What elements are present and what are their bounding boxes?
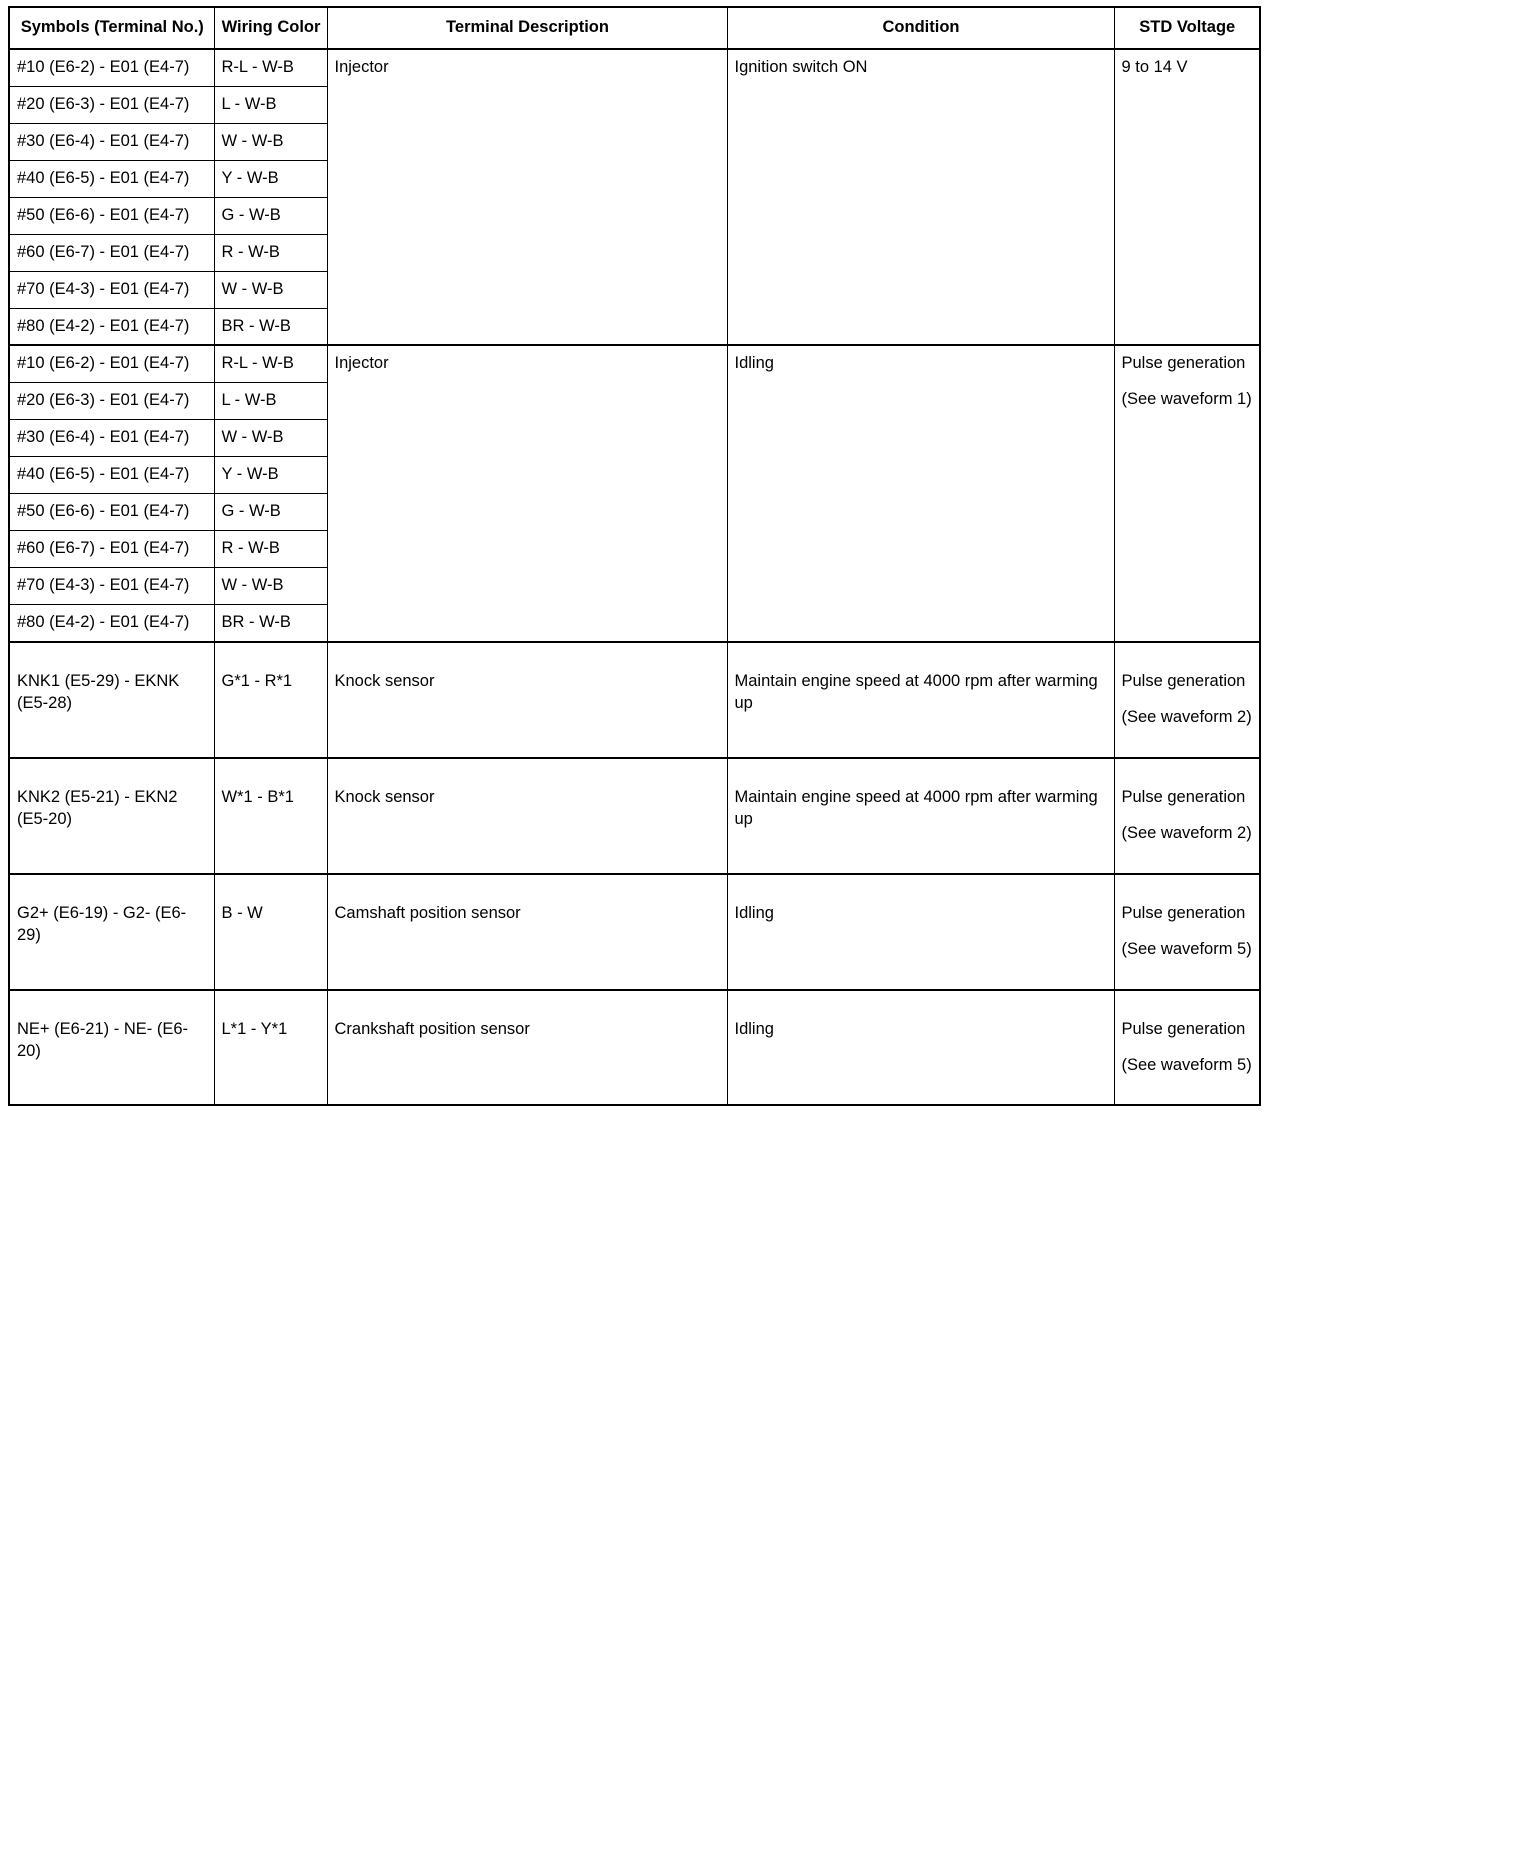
cell-wiring-color: BR - W-B	[214, 308, 327, 345]
cell-wiring-color: W - W-B	[214, 123, 327, 160]
spacer	[1122, 693, 1254, 707]
table-row	[9, 758, 1260, 874]
cell-wiring-color: W - W-B	[214, 271, 327, 308]
cell-wiring-color: W*1 - B*1	[214, 758, 327, 874]
cell-wiring-color: G*1 - R*1	[214, 642, 327, 758]
spacer	[1122, 809, 1254, 823]
cell-std-voltage	[1114, 49, 1260, 346]
table-row	[9, 642, 1260, 758]
cell-symbol: #80 (E4-2) - E01 (E4-7)	[9, 605, 214, 642]
std-voltage-value: Pulse generation	[1121, 1019, 1246, 1038]
cell-symbol: KNK2 (E5-21) - EKN2 (E5-20)	[9, 758, 214, 874]
cell-condition: Idling	[727, 874, 1114, 990]
table-row	[9, 990, 1260, 1106]
cell-wiring-color: G - W-B	[214, 197, 327, 234]
cell-symbol: G2+ (E6-19) - G2- (E6-29)	[9, 874, 214, 990]
table-row	[9, 49, 1260, 86]
cell-wiring-color: G - W-B	[214, 494, 327, 531]
cell-symbol: #10 (E6-2) - E01 (E4-7)	[9, 345, 214, 382]
cell-symbol: #10 (E6-2) - E01 (E4-7)	[9, 49, 214, 86]
cell-wiring-color: R-L - W-B	[214, 345, 327, 382]
cell-symbol: #50 (E6-6) - E01 (E4-7)	[9, 494, 214, 531]
cell-symbol: #20 (E6-3) - E01 (E4-7)	[9, 86, 214, 123]
column-header-symbols: Symbols (Terminal No.)	[9, 7, 214, 49]
cell-symbol: #50 (E6-6) - E01 (E4-7)	[9, 197, 214, 234]
cell-symbol: KNK1 (E5-29) - EKNK (E5-28)	[9, 642, 214, 758]
cell-wiring-color: BR - W-B	[214, 605, 327, 642]
std-voltage-value: Pulse generation	[1121, 354, 1246, 373]
header-row	[9, 7, 1260, 49]
cell-wiring-color: Y - W-B	[214, 160, 327, 197]
column-header-terminal-description: Terminal Description	[327, 7, 727, 49]
cell-symbol: #70 (E4-3) - E01 (E4-7)	[9, 568, 214, 605]
cell-symbol: #70 (E4-3) - E01 (E4-7)	[9, 271, 214, 308]
cell-symbol: #30 (E6-4) - E01 (E4-7)	[9, 123, 214, 160]
cell-wiring-color: R - W-B	[214, 234, 327, 271]
spacer	[1122, 375, 1254, 389]
cell-terminal-description: Crankshaft position sensor	[327, 990, 727, 1106]
std-voltage-waveform-note: (See waveform 5)	[1121, 1055, 1252, 1074]
cell-symbol: #20 (E6-3) - E01 (E4-7)	[9, 383, 214, 420]
cell-condition: Ignition switch ON	[727, 49, 1114, 346]
cell-condition: Maintain engine speed at 4000 rpm after warming up	[727, 758, 1114, 874]
cell-wiring-color: R - W-B	[214, 531, 327, 568]
table-body	[9, 49, 1260, 1106]
cell-symbol: #40 (E6-5) - E01 (E4-7)	[9, 457, 214, 494]
std-voltage-waveform-note: (See waveform 2)	[1121, 823, 1252, 842]
std-voltage-value: Pulse generation	[1121, 671, 1246, 690]
table-row	[9, 874, 1260, 990]
cell-wiring-color: B - W	[214, 874, 327, 990]
cell-symbol: #60 (E6-7) - E01 (E4-7)	[9, 531, 214, 568]
cell-symbol: NE+ (E6-21) - NE- (E6-20)	[9, 990, 214, 1106]
cell-std-voltage	[1114, 990, 1260, 1106]
cell-std-voltage	[1114, 874, 1260, 990]
cell-wiring-color: W - W-B	[214, 568, 327, 605]
cell-terminal-description: Knock sensor	[327, 758, 727, 874]
cell-wiring-color: L - W-B	[214, 86, 327, 123]
std-voltage-waveform-note: (See waveform 2)	[1121, 707, 1252, 726]
cell-wiring-color: W - W-B	[214, 420, 327, 457]
std-voltage-value: 9 to 14 V	[1121, 57, 1188, 76]
cell-condition: Idling	[727, 990, 1114, 1106]
std-voltage-value: Pulse generation	[1121, 787, 1246, 806]
spacer	[1122, 925, 1254, 939]
std-voltage-value: Pulse generation	[1121, 903, 1246, 922]
cell-wiring-color: Y - W-B	[214, 457, 327, 494]
std-voltage-waveform-note: (See waveform 1)	[1121, 390, 1252, 409]
cell-wiring-color: L - W-B	[214, 383, 327, 420]
cell-terminal-description: Injector	[327, 49, 727, 346]
cell-wiring-color: R-L - W-B	[214, 49, 327, 86]
cell-std-voltage	[1114, 758, 1260, 874]
table-header	[9, 7, 1260, 49]
cell-std-voltage	[1114, 642, 1260, 758]
cell-condition: Maintain engine speed at 4000 rpm after warming up	[727, 642, 1114, 758]
std-voltage-waveform-note: (See waveform 5)	[1121, 939, 1252, 958]
column-header-wiring-color: Wiring Color	[214, 7, 327, 49]
cell-symbol: #30 (E6-4) - E01 (E4-7)	[9, 420, 214, 457]
cell-terminal-description: Camshaft position sensor	[327, 874, 727, 990]
cell-terminal-description: Knock sensor	[327, 642, 727, 758]
cell-symbol: #80 (E4-2) - E01 (E4-7)	[9, 308, 214, 345]
terminal-spec-table	[8, 6, 1261, 1106]
cell-wiring-color: L*1 - Y*1	[214, 990, 327, 1106]
cell-symbol: #60 (E6-7) - E01 (E4-7)	[9, 234, 214, 271]
cell-std-voltage	[1114, 345, 1260, 642]
column-header-condition: Condition	[727, 7, 1114, 49]
column-header-std-voltage: STD Voltage	[1114, 7, 1260, 49]
cell-terminal-description: Injector	[327, 345, 727, 642]
cell-symbol: #40 (E6-5) - E01 (E4-7)	[9, 160, 214, 197]
cell-condition: Idling	[727, 345, 1114, 642]
table-row	[9, 345, 1260, 382]
spacer	[1122, 1041, 1254, 1055]
